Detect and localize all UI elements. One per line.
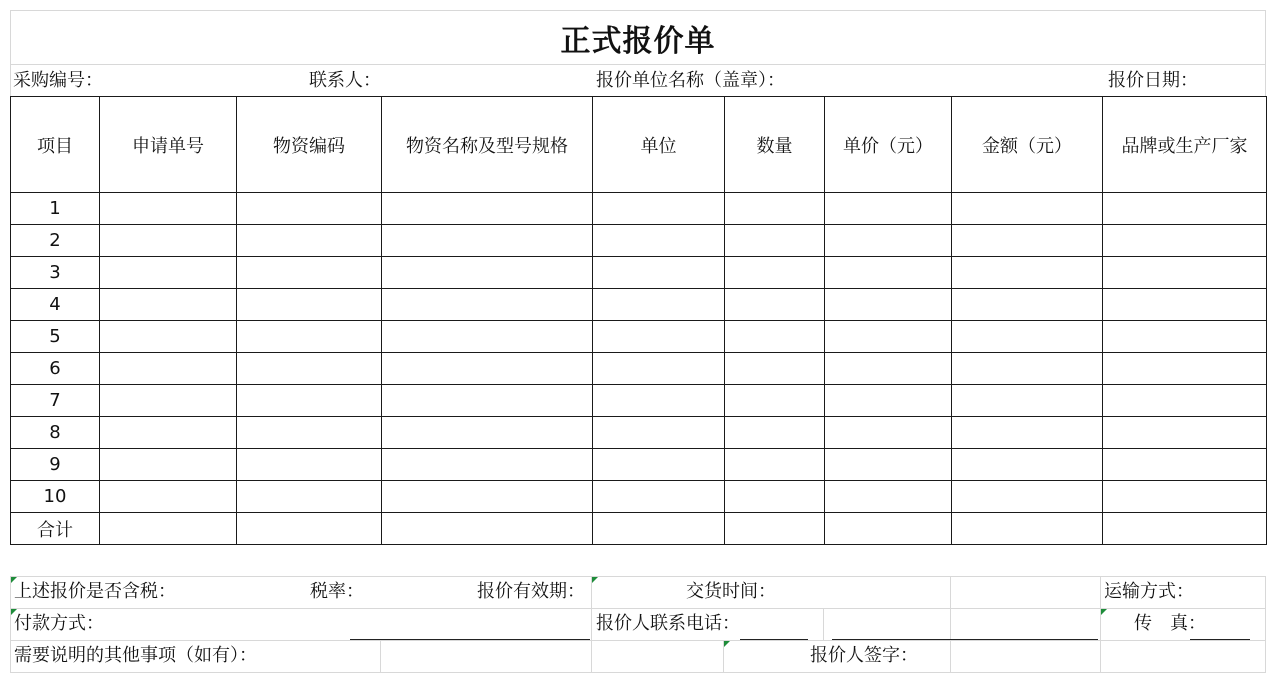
fax-label: 传 真： bbox=[1134, 613, 1206, 634]
empty-cell bbox=[952, 481, 1103, 513]
empty-cell bbox=[1103, 225, 1267, 257]
row-label-cell: 3 bbox=[11, 257, 100, 289]
empty-cell bbox=[1103, 449, 1267, 481]
row-label-cell: 10 bbox=[11, 481, 100, 513]
empty-cell bbox=[593, 417, 725, 449]
empty-cell bbox=[1103, 385, 1267, 417]
empty-cell bbox=[100, 289, 237, 321]
empty-cell bbox=[100, 417, 237, 449]
table-row bbox=[11, 481, 1267, 513]
empty-cell bbox=[237, 385, 382, 417]
empty-cell bbox=[237, 321, 382, 353]
empty-cell bbox=[825, 353, 952, 385]
empty-cell bbox=[1103, 481, 1267, 513]
empty-cell bbox=[725, 193, 825, 225]
contact-phone-label: 报价人联系电话： bbox=[596, 613, 740, 634]
other-notes-label: 需要说明的其他事项（如有）： bbox=[14, 645, 257, 666]
empty-cell bbox=[825, 417, 952, 449]
table-header-row bbox=[11, 97, 1267, 193]
empty-cell bbox=[593, 513, 725, 545]
phone-underline-1 bbox=[740, 639, 808, 640]
table-row bbox=[11, 225, 1267, 257]
quote-unit-label: 报价单位名称（盖章）： bbox=[596, 70, 785, 91]
transport-label: 运输方式： bbox=[1104, 581, 1194, 602]
empty-cell bbox=[725, 481, 825, 513]
table-row bbox=[11, 321, 1267, 353]
empty-cell bbox=[1103, 193, 1267, 225]
empty-cell bbox=[382, 481, 593, 513]
cell-marker-icon bbox=[1101, 609, 1107, 615]
empty-cell bbox=[237, 193, 382, 225]
purchase-no-label: 采购编号： bbox=[13, 70, 103, 91]
empty-cell bbox=[1103, 289, 1267, 321]
header-amount: 金额（元） bbox=[952, 97, 1103, 193]
empty-cell bbox=[382, 385, 593, 417]
empty-cell bbox=[1103, 257, 1267, 289]
empty-cell bbox=[1103, 417, 1267, 449]
empty-cell bbox=[237, 289, 382, 321]
table-row bbox=[11, 449, 1267, 481]
empty-cell bbox=[100, 449, 237, 481]
empty-cell bbox=[593, 321, 725, 353]
empty-cell bbox=[952, 417, 1103, 449]
empty-cell bbox=[825, 225, 952, 257]
empty-cell bbox=[725, 513, 825, 545]
cell-marker-icon bbox=[724, 641, 730, 647]
header-item: 项目 bbox=[11, 97, 100, 193]
table-row bbox=[11, 289, 1267, 321]
empty-cell bbox=[593, 353, 725, 385]
empty-cell bbox=[593, 193, 725, 225]
empty-cell bbox=[725, 385, 825, 417]
empty-cell bbox=[1103, 513, 1267, 545]
empty-cell bbox=[952, 449, 1103, 481]
empty-cell bbox=[725, 257, 825, 289]
empty-cell bbox=[237, 225, 382, 257]
empty-cell bbox=[825, 257, 952, 289]
empty-cell bbox=[100, 353, 237, 385]
row-label-cell: 7 bbox=[11, 385, 100, 417]
payment-underline bbox=[350, 639, 590, 640]
spacer-row bbox=[10, 545, 1266, 576]
empty-cell bbox=[593, 385, 725, 417]
table-row bbox=[11, 353, 1267, 385]
empty-cell bbox=[1103, 353, 1267, 385]
empty-cell bbox=[725, 449, 825, 481]
empty-cell bbox=[382, 289, 593, 321]
empty-cell bbox=[382, 513, 593, 545]
header-brand-manufacturer: 品牌或生产厂家 bbox=[1103, 97, 1267, 193]
empty-cell bbox=[382, 417, 593, 449]
empty-cell bbox=[825, 193, 952, 225]
row-label-cell: 6 bbox=[11, 353, 100, 385]
empty-cell bbox=[952, 225, 1103, 257]
empty-cell bbox=[725, 321, 825, 353]
empty-cell bbox=[237, 257, 382, 289]
row-label-cell: 5 bbox=[11, 321, 100, 353]
table-row bbox=[11, 385, 1267, 417]
cell-marker-icon bbox=[592, 577, 598, 583]
empty-cell bbox=[825, 513, 952, 545]
empty-cell bbox=[952, 289, 1103, 321]
row-label-cell: 1 bbox=[11, 193, 100, 225]
header-unit: 单位 bbox=[593, 97, 725, 193]
empty-cell bbox=[382, 257, 593, 289]
contact-label: 联系人： bbox=[309, 70, 381, 91]
empty-cell bbox=[382, 321, 593, 353]
empty-cell bbox=[100, 321, 237, 353]
empty-cell bbox=[825, 385, 952, 417]
empty-cell bbox=[237, 513, 382, 545]
empty-cell bbox=[1103, 321, 1267, 353]
empty-cell bbox=[593, 225, 725, 257]
empty-cell bbox=[237, 417, 382, 449]
page-title: 正式报价单 bbox=[10, 10, 1266, 65]
signature-label: 报价人签字： bbox=[810, 645, 918, 666]
empty-cell bbox=[952, 193, 1103, 225]
quote-date-label: 报价日期： bbox=[1108, 70, 1198, 91]
empty-cell bbox=[382, 449, 593, 481]
empty-cell bbox=[237, 353, 382, 385]
header-request-no: 申请单号 bbox=[100, 97, 237, 193]
empty-cell bbox=[382, 353, 593, 385]
validity-label: 报价有效期： bbox=[477, 581, 585, 602]
empty-cell bbox=[593, 449, 725, 481]
total-row bbox=[11, 513, 1267, 545]
empty-cell bbox=[952, 257, 1103, 289]
empty-cell bbox=[100, 257, 237, 289]
row-label-cell: 2 bbox=[11, 225, 100, 257]
header-material-name-spec: 物资名称及型号规格 bbox=[382, 97, 593, 193]
empty-cell bbox=[952, 321, 1103, 353]
empty-cell bbox=[725, 417, 825, 449]
empty-cell bbox=[100, 513, 237, 545]
tax-included-label: 上述报价是否含税： bbox=[14, 581, 176, 602]
delivery-time-label: 交货时间： bbox=[686, 581, 776, 602]
empty-cell bbox=[100, 481, 237, 513]
empty-cell bbox=[825, 289, 952, 321]
header-unit-price: 单价（元） bbox=[825, 97, 952, 193]
table-row bbox=[11, 257, 1267, 289]
row-label-cell: 合计 bbox=[11, 513, 100, 545]
footer-section bbox=[10, 576, 1266, 673]
empty-cell bbox=[825, 321, 952, 353]
empty-cell bbox=[725, 225, 825, 257]
empty-cell bbox=[100, 225, 237, 257]
empty-cell bbox=[725, 289, 825, 321]
empty-cell bbox=[237, 449, 382, 481]
empty-cell bbox=[725, 353, 825, 385]
quote-table bbox=[10, 96, 1267, 545]
empty-cell bbox=[237, 481, 382, 513]
empty-cell bbox=[382, 225, 593, 257]
empty-cell bbox=[100, 385, 237, 417]
table-row bbox=[11, 193, 1267, 225]
empty-cell bbox=[825, 449, 952, 481]
empty-cell bbox=[952, 385, 1103, 417]
payment-label: 付款方式： bbox=[14, 613, 104, 634]
empty-cell bbox=[952, 513, 1103, 545]
empty-cell bbox=[593, 481, 725, 513]
empty-cell bbox=[593, 257, 725, 289]
row-label-cell: 8 bbox=[11, 417, 100, 449]
empty-cell bbox=[382, 193, 593, 225]
row-label-cell: 4 bbox=[11, 289, 100, 321]
table-row bbox=[11, 417, 1267, 449]
tax-rate-label: 税率： bbox=[310, 581, 364, 602]
row-label-cell: 9 bbox=[11, 449, 100, 481]
header-material-code: 物资编码 bbox=[237, 97, 382, 193]
header-quantity: 数量 bbox=[725, 97, 825, 193]
empty-cell bbox=[825, 481, 952, 513]
empty-cell bbox=[593, 289, 725, 321]
empty-cell bbox=[100, 193, 237, 225]
empty-cell bbox=[952, 353, 1103, 385]
fax-underline bbox=[1190, 639, 1250, 640]
